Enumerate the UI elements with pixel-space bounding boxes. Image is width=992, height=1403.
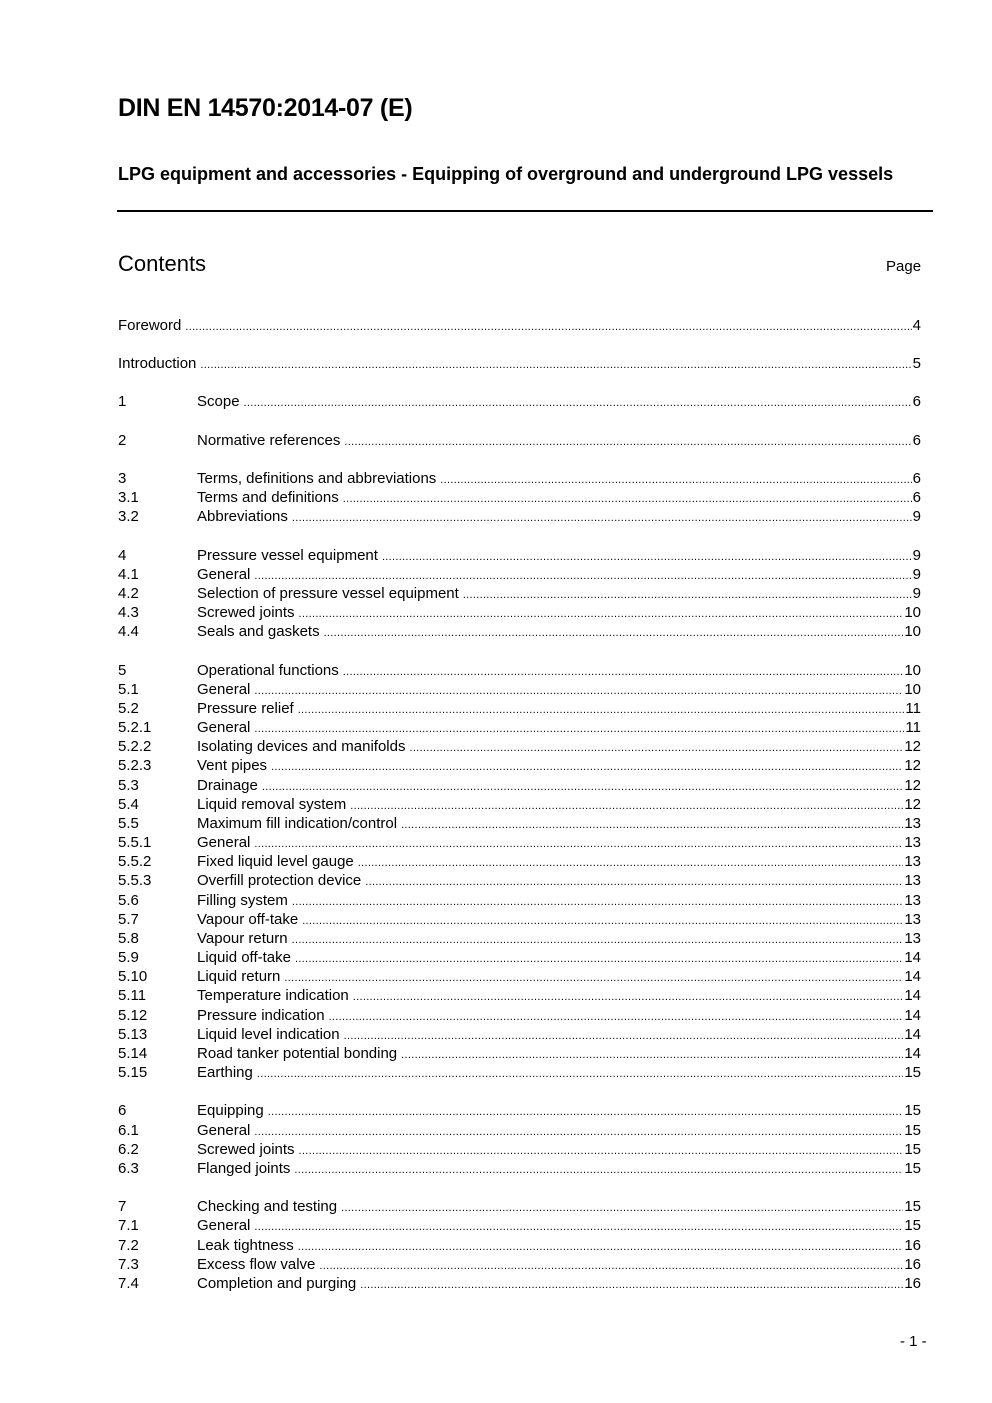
toc-entry-page: 16 <box>904 1275 921 1292</box>
toc-entry-number: 5.2.3 <box>118 757 152 774</box>
toc-entry-page: 14 <box>904 1026 921 1043</box>
toc-entry-title: Liquid return <box>197 968 281 985</box>
toc-entry[interactable] <box>118 584 921 603</box>
toc-dot-leader <box>350 797 903 814</box>
toc-dot-leader <box>244 394 912 411</box>
toc-dot-leader <box>262 778 903 795</box>
toc-entry-page: 14 <box>904 1045 921 1062</box>
toc-entry-title: Overfill protection device <box>197 872 362 889</box>
toc-entry[interactable] <box>118 1236 921 1255</box>
toc-dot-leader <box>268 1103 904 1120</box>
toc-dot-leader <box>254 567 911 584</box>
toc-entry-page: 15 <box>904 1198 921 1215</box>
toc-entry-page: 9 <box>912 566 921 583</box>
toc-entry-number: 7.1 <box>118 1217 139 1234</box>
toc-entry-number: 4.3 <box>118 604 139 621</box>
toc-entry-title: Terms, definitions and abbreviations <box>197 470 437 487</box>
toc-dot-leader <box>254 682 903 699</box>
toc-entry-number: 4.2 <box>118 585 139 602</box>
toc-entry-title: Liquid level indication <box>197 1026 340 1043</box>
toc-dot-leader <box>302 912 903 929</box>
toc-entry-page: 9 <box>912 585 921 602</box>
toc-dot-leader <box>257 1065 903 1082</box>
toc-dot-leader <box>319 1257 903 1274</box>
toc-dot-leader <box>292 893 903 910</box>
toc-entry-page: 13 <box>904 892 921 909</box>
toc-entry-title: Abbreviations <box>197 508 288 525</box>
toc-entry[interactable] <box>118 392 921 411</box>
toc-entry-title: Selection of pressure vessel equipment <box>197 585 459 602</box>
toc-entry[interactable] <box>118 507 921 526</box>
toc-dot-leader <box>185 318 911 335</box>
toc-dot-leader <box>295 950 903 967</box>
toc-dot-leader <box>254 1123 903 1140</box>
toc-entry-page: 9 <box>912 547 921 564</box>
toc-entry-title: Introduction <box>118 355 197 372</box>
toc-entry-page: 13 <box>904 930 921 947</box>
toc-entry-page: 6 <box>912 393 921 410</box>
toc-entry-page: 15 <box>904 1064 921 1081</box>
toc-entry[interactable] <box>118 1101 921 1120</box>
toc-entry-title: Road tanker potential bonding <box>197 1045 398 1062</box>
toc-entry-title: Filling system <box>197 892 288 909</box>
toc-dot-leader <box>200 356 911 373</box>
toc-dot-leader <box>324 624 904 641</box>
toc-entry-page: 13 <box>904 853 921 870</box>
toc-entry[interactable] <box>118 1255 921 1274</box>
toc-dot-leader <box>254 835 903 852</box>
toc-entry-number: 3 <box>118 470 127 487</box>
toc-entry-title: General <box>197 719 251 736</box>
toc-entry-page: 6 <box>912 489 921 506</box>
toc-entry-number: 7 <box>118 1198 127 1215</box>
toc-entry[interactable] <box>118 891 921 910</box>
toc-entry[interactable] <box>118 910 921 929</box>
toc-entry-page: 10 <box>904 681 921 698</box>
toc-dot-leader <box>299 1142 904 1159</box>
toc-entry[interactable] <box>118 546 921 565</box>
toc-entry-page: 12 <box>904 796 921 813</box>
toc-dot-leader <box>409 739 903 756</box>
toc-dot-leader <box>343 663 904 680</box>
document-id: DIN EN 14570:2014-07 (E) <box>118 94 413 122</box>
toc-entry-page: 13 <box>904 815 921 832</box>
toc-entry-title: Completion and purging <box>197 1275 357 1292</box>
toc-entry-title: General <box>197 681 251 698</box>
toc-entry-number: 6.2 <box>118 1141 139 1158</box>
toc-entry-number: 4 <box>118 547 127 564</box>
toc-entry[interactable] <box>118 948 921 967</box>
toc-entry[interactable] <box>118 1197 921 1216</box>
toc-entry-title: Flanged joints <box>197 1160 291 1177</box>
toc-entry-page: 11 <box>905 719 921 736</box>
toc-entry-number: 6.1 <box>118 1122 139 1139</box>
toc-entry-title: Vapour off-take <box>197 911 299 928</box>
toc-dot-leader <box>299 605 904 622</box>
toc-dot-leader <box>401 816 903 833</box>
toc-dot-leader <box>344 1027 904 1044</box>
page-column-label: Page <box>886 258 922 275</box>
toc-entry-page: 15 <box>904 1102 921 1119</box>
toc-entry[interactable] <box>118 1216 921 1235</box>
toc-entry[interactable] <box>118 967 921 986</box>
toc-entry-title: Checking and testing <box>197 1198 338 1215</box>
toc-entry-title: Earthing <box>197 1064 253 1081</box>
toc-entry[interactable] <box>118 1274 921 1293</box>
toc-entry[interactable] <box>118 488 921 507</box>
toc-entry[interactable] <box>118 316 921 335</box>
toc-dot-leader <box>344 433 911 450</box>
toc-entry-title: Scope <box>197 393 240 410</box>
toc-entry-title: Screwed joints <box>197 604 295 621</box>
toc-entry-title: Vent pipes <box>197 757 268 774</box>
toc-dot-leader <box>284 969 903 986</box>
toc-entry[interactable] <box>118 661 921 680</box>
toc-entry-title: Temperature indication <box>197 987 349 1004</box>
toc-entry[interactable] <box>118 1044 921 1063</box>
toc-entry[interactable] <box>118 795 921 814</box>
toc-dot-leader <box>341 1199 903 1216</box>
toc-entry-page: 14 <box>904 987 921 1004</box>
toc-dot-leader <box>360 1276 903 1293</box>
toc-entry[interactable] <box>118 565 921 584</box>
toc-dot-leader <box>329 1008 904 1025</box>
toc-entry-page: 13 <box>904 834 921 851</box>
toc-entry-title: Liquid off-take <box>197 949 291 966</box>
toc-entry-page: 15 <box>904 1141 921 1158</box>
toc-dot-leader <box>298 1238 904 1255</box>
toc-entry-page: 6 <box>912 470 921 487</box>
toc-entry-title: Maximum fill indication/control <box>197 815 398 832</box>
toc-entry[interactable] <box>118 1063 921 1082</box>
toc-entry-number: 5.12 <box>118 1007 148 1024</box>
toc-entry-page: 16 <box>904 1237 921 1254</box>
toc-entry-number: 5.4 <box>118 796 139 813</box>
toc-entry[interactable] <box>118 756 921 775</box>
toc-entry-page: 14 <box>904 1007 921 1024</box>
toc-entry-title: General <box>197 834 251 851</box>
toc-dot-leader <box>298 701 905 718</box>
toc-entry-number: 7.3 <box>118 1256 139 1273</box>
toc-dot-leader <box>271 758 903 775</box>
toc-entry[interactable] <box>118 814 921 833</box>
toc-dot-leader <box>440 471 911 488</box>
toc-entry-number: 2 <box>118 432 127 449</box>
toc-entry-number: 3.1 <box>118 489 139 506</box>
toc-entry-title: Drainage <box>197 777 258 794</box>
toc-entry-page: 15 <box>904 1122 921 1139</box>
toc-entry-number: 5.13 <box>118 1026 148 1043</box>
toc-dot-leader <box>365 873 903 890</box>
toc-entry-page: 16 <box>904 1256 921 1273</box>
toc-entry-title: Operational functions <box>197 662 339 679</box>
toc-entry-number: 7.4 <box>118 1275 139 1292</box>
toc-entry-number: 5.8 <box>118 930 139 947</box>
toc-entry[interactable] <box>118 1159 921 1178</box>
toc-entry-title: General <box>197 1122 251 1139</box>
toc-entry[interactable] <box>118 622 921 641</box>
toc-entry-number: 5.5 <box>118 815 139 832</box>
toc-entry[interactable] <box>118 871 921 890</box>
toc-dot-leader <box>358 854 904 871</box>
toc-entry[interactable] <box>118 737 921 756</box>
toc-entry[interactable] <box>118 986 921 1005</box>
toc-dot-leader <box>382 548 912 565</box>
toc-entry-page: 10 <box>904 662 921 679</box>
toc-dot-leader <box>294 1161 903 1178</box>
toc-entry[interactable] <box>118 1025 921 1044</box>
toc-entry-title: Excess flow valve <box>197 1256 316 1273</box>
toc-entry-page: 13 <box>904 872 921 889</box>
toc-dot-leader <box>292 509 912 526</box>
toc-entry-number: 6.3 <box>118 1160 139 1177</box>
toc-entry-number: 5.11 <box>118 987 147 1004</box>
toc-entry-title: Pressure indication <box>197 1007 325 1024</box>
toc-dot-leader <box>254 720 904 737</box>
toc-entry-page: 6 <box>912 432 921 449</box>
document-title: LPG equipment and accessories - Equipping of overground and underground LPG vessels <box>118 164 894 184</box>
toc-entry[interactable] <box>118 699 921 718</box>
toc-entry-title: General <box>197 1217 251 1234</box>
toc-dot-leader <box>463 586 912 603</box>
toc-entry[interactable] <box>118 833 921 852</box>
toc-entry-title: Normative references <box>197 432 341 449</box>
toc-entry-title: Liquid removal system <box>197 796 347 813</box>
toc-dot-leader <box>292 931 904 948</box>
toc-entry-title: Seals and gaskets <box>197 623 320 640</box>
toc-entry-number: 5.15 <box>118 1064 148 1081</box>
toc-entry[interactable] <box>118 852 921 871</box>
toc-entry-number: 5.2.2 <box>118 738 152 755</box>
toc-entry[interactable] <box>118 776 921 795</box>
toc-entry[interactable] <box>118 603 921 622</box>
toc-entry-number: 7.2 <box>118 1237 139 1254</box>
toc-entry-title: Equipping <box>197 1102 264 1119</box>
toc-entry[interactable] <box>118 718 921 737</box>
toc-entry[interactable] <box>118 929 921 948</box>
toc-entry-number: 3.2 <box>118 508 139 525</box>
toc-dot-leader <box>343 490 912 507</box>
toc-entry-page: 12 <box>904 738 921 755</box>
toc-entry[interactable] <box>118 680 921 699</box>
toc-entry-number: 5.14 <box>118 1045 148 1062</box>
toc-entry-number: 1 <box>118 393 127 410</box>
toc-entry-title: Screwed joints <box>197 1141 295 1158</box>
toc-entry-page: 9 <box>912 508 921 525</box>
toc-entry-number: 5.10 <box>118 968 148 985</box>
toc-entry-page: 15 <box>904 1217 921 1234</box>
toc-entry-number: 5.3 <box>118 777 139 794</box>
toc-entry[interactable] <box>118 1140 921 1159</box>
toc-dot-leader <box>353 988 904 1005</box>
toc-entry-title: Pressure vessel equipment <box>197 547 378 564</box>
toc-entry-title: Fixed liquid level gauge <box>197 853 354 870</box>
toc-entry-page: 4 <box>912 317 921 334</box>
toc-entry-page: 14 <box>904 949 921 966</box>
toc-entry-number: 5.2.1 <box>118 719 152 736</box>
contents-heading: Contents <box>118 251 207 276</box>
toc-entry-number: 4.1 <box>118 566 139 583</box>
toc-entry-title: General <box>197 566 251 583</box>
toc-entry-page: 15 <box>904 1160 921 1177</box>
page-number: - 1 - <box>900 1333 927 1350</box>
toc-dot-leader <box>254 1218 903 1235</box>
toc-entry-number: 5.5.3 <box>118 872 152 889</box>
toc-entry[interactable] <box>118 1006 921 1025</box>
toc-entry-title: Isolating devices and manifolds <box>197 738 406 755</box>
toc-entry-number: 5 <box>118 662 127 679</box>
toc-entry-number: 6 <box>118 1102 127 1119</box>
toc-entry-number: 5.5.2 <box>118 853 152 870</box>
toc-entry-title: Terms and definitions <box>197 489 339 506</box>
toc-entry-number: 4.4 <box>118 623 139 640</box>
toc-entry-page: 11 <box>905 700 921 717</box>
toc-entry-page: 10 <box>904 623 921 640</box>
toc-entry-number: 5.7 <box>118 911 139 928</box>
toc-entry-number: 5.5.1 <box>118 834 152 851</box>
toc-entry-number: 5.6 <box>118 892 139 909</box>
toc-entry[interactable] <box>118 469 921 488</box>
toc-entry-page: 5 <box>912 355 921 372</box>
toc-dot-leader <box>401 1046 903 1063</box>
toc-entry[interactable] <box>118 354 921 373</box>
toc-entry-number: 5.9 <box>118 949 139 966</box>
toc-entry-title: Pressure relief <box>197 700 294 717</box>
toc-entry-number: 5.2 <box>118 700 139 717</box>
toc-entry-title: Foreword <box>118 317 182 334</box>
toc-entry-page: 10 <box>904 604 921 621</box>
toc-entry-title: Leak tightness <box>197 1237 294 1254</box>
toc-entry[interactable] <box>118 431 921 450</box>
toc-entry-page: 12 <box>904 757 921 774</box>
toc-entry-page: 12 <box>904 777 921 794</box>
toc-entry[interactable] <box>118 1121 921 1140</box>
toc-entry-title: Vapour return <box>197 930 288 947</box>
toc-entry-page: 13 <box>904 911 921 928</box>
toc-entry-page: 14 <box>904 968 921 985</box>
toc-entry-number: 5.1 <box>118 681 139 698</box>
